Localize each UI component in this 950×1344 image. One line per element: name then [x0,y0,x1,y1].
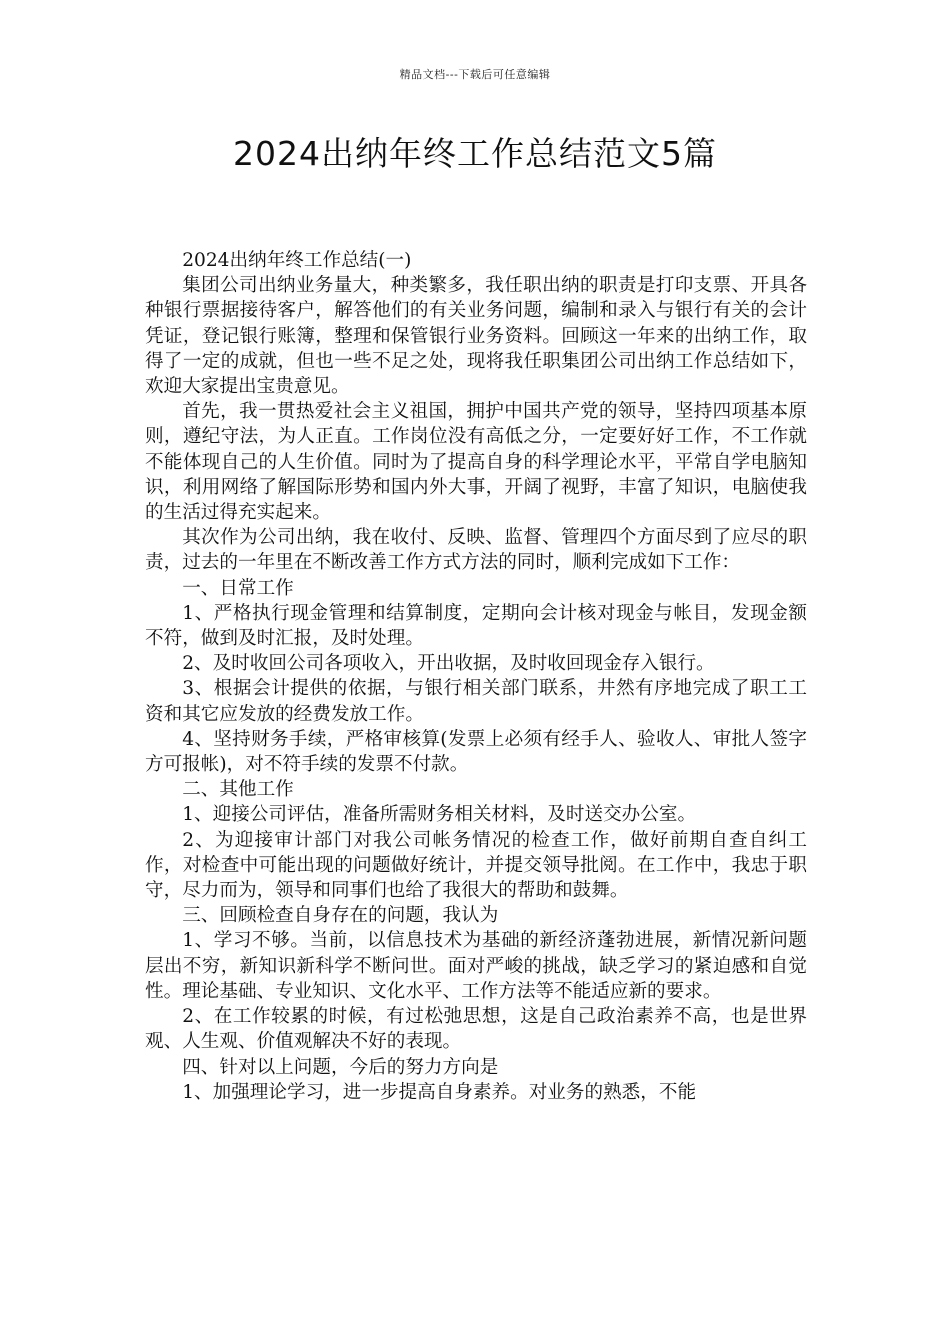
list-item: 1、加强理论学习，进一步提高自身素养。对业务的熟悉，不能 [182,1081,697,1103]
list-item: 4、坚持财务手续，严格审核算(发票上必须有经手人、验收人、审批人签字方可报帐)，对不符手续的发票不付款。 [145,728,807,776]
paragraph: 首先，我一贯热爱社会主义祖国，拥护中国共产党的领导，坚持四项基本原则，遵纪守法，为人正直。工作岗位没有高低之分，一定要好好工作，不工作就不能体现自己的人生价值。同时为了提高自身的科学理论水平，平常自学电脑知识，利用网络了解国际形势和国内外大事，开阔了视野，丰富了知识，电脑使我的生活过得充实起来。 [145,401,807,524]
list-item: 1、严格执行现金管理和结算制度，定期向会计核对现金与帐目，发现金额不符，做到及时汇报，及时处理。 [145,602,807,650]
list-item: 2、在工作较累的时候，有过松弛思想，这是自己政治素养不高，也是世界观、人生观、价值观解决不好的表现。 [145,1006,807,1053]
list-item: 2、及时收回公司各项收入，开出收据，及时收回现金存入银行。 [182,653,715,675]
subheading: 一、日常工作 [182,577,294,599]
subheading: 三、回顾检查自身存在的问题，我认为 [182,905,499,927]
list-item: 1、学习不够。当前，以信息技术为基础的新经济蓬勃进展，新情况新问题层出不穷，新知识新科学不断问世。面对严峻的挑战，缺乏学习的紧迫感和自觉性。理论基础、专业知识、文化水平、工作方法等不能适应新的要求。 [145,930,807,1002]
document-body [145,248,807,1105]
header-note: 精品文档---下载后可任意编辑 [399,68,551,81]
section-heading: 2024出纳年终工作总结(一) [182,250,412,271]
list-item: 1、迎接公司评估，准备所需财务相关材料，及时送交办公室。 [182,804,697,826]
paragraph: 集团公司出纳业务量大，种类繁多，我任职出纳的职责是打印支票、开具各种银行票据接待客户，解答他们的有关业务问题，编制和录入与银行有关的会计凭证，登记银行账簿，整理和保管银行业务资料。回顾这一年来的出纳工作，取得了一定的成就，但也一些不足之处，现将我任职集团公司出纳工作总结如下，欢迎大家提出宝贵意见。 [145,275,807,398]
list-item: 3、根据会计提供的依据，与银行相关部门联系，井然有序地完成了职工工资和其它应发放的经费发放工作。 [145,678,807,725]
subheading: 四、针对以上问题，今后的努力方向是 [182,1056,499,1078]
list-item: 2、为迎接审计部门对我公司帐务情况的检查工作，做好前期自查自纠工作，对检查中可能出现的问题做好统计，并提交领导批阅。在工作中，我忠于职守，尽力而为，领导和同事们也给了我很大的帮助和鼓舞。 [145,829,807,902]
document-title: 2024出纳年终工作总结范文5篇 [233,134,717,173]
subheading: 二、其他工作 [182,779,294,801]
paragraph: 其次作为公司出纳，我在收付、反映、监督、管理四个方面尽到了应尽的职责，过去的一年里在不断改善工作方式方法的同时，顺利完成如下工作： [145,527,807,574]
